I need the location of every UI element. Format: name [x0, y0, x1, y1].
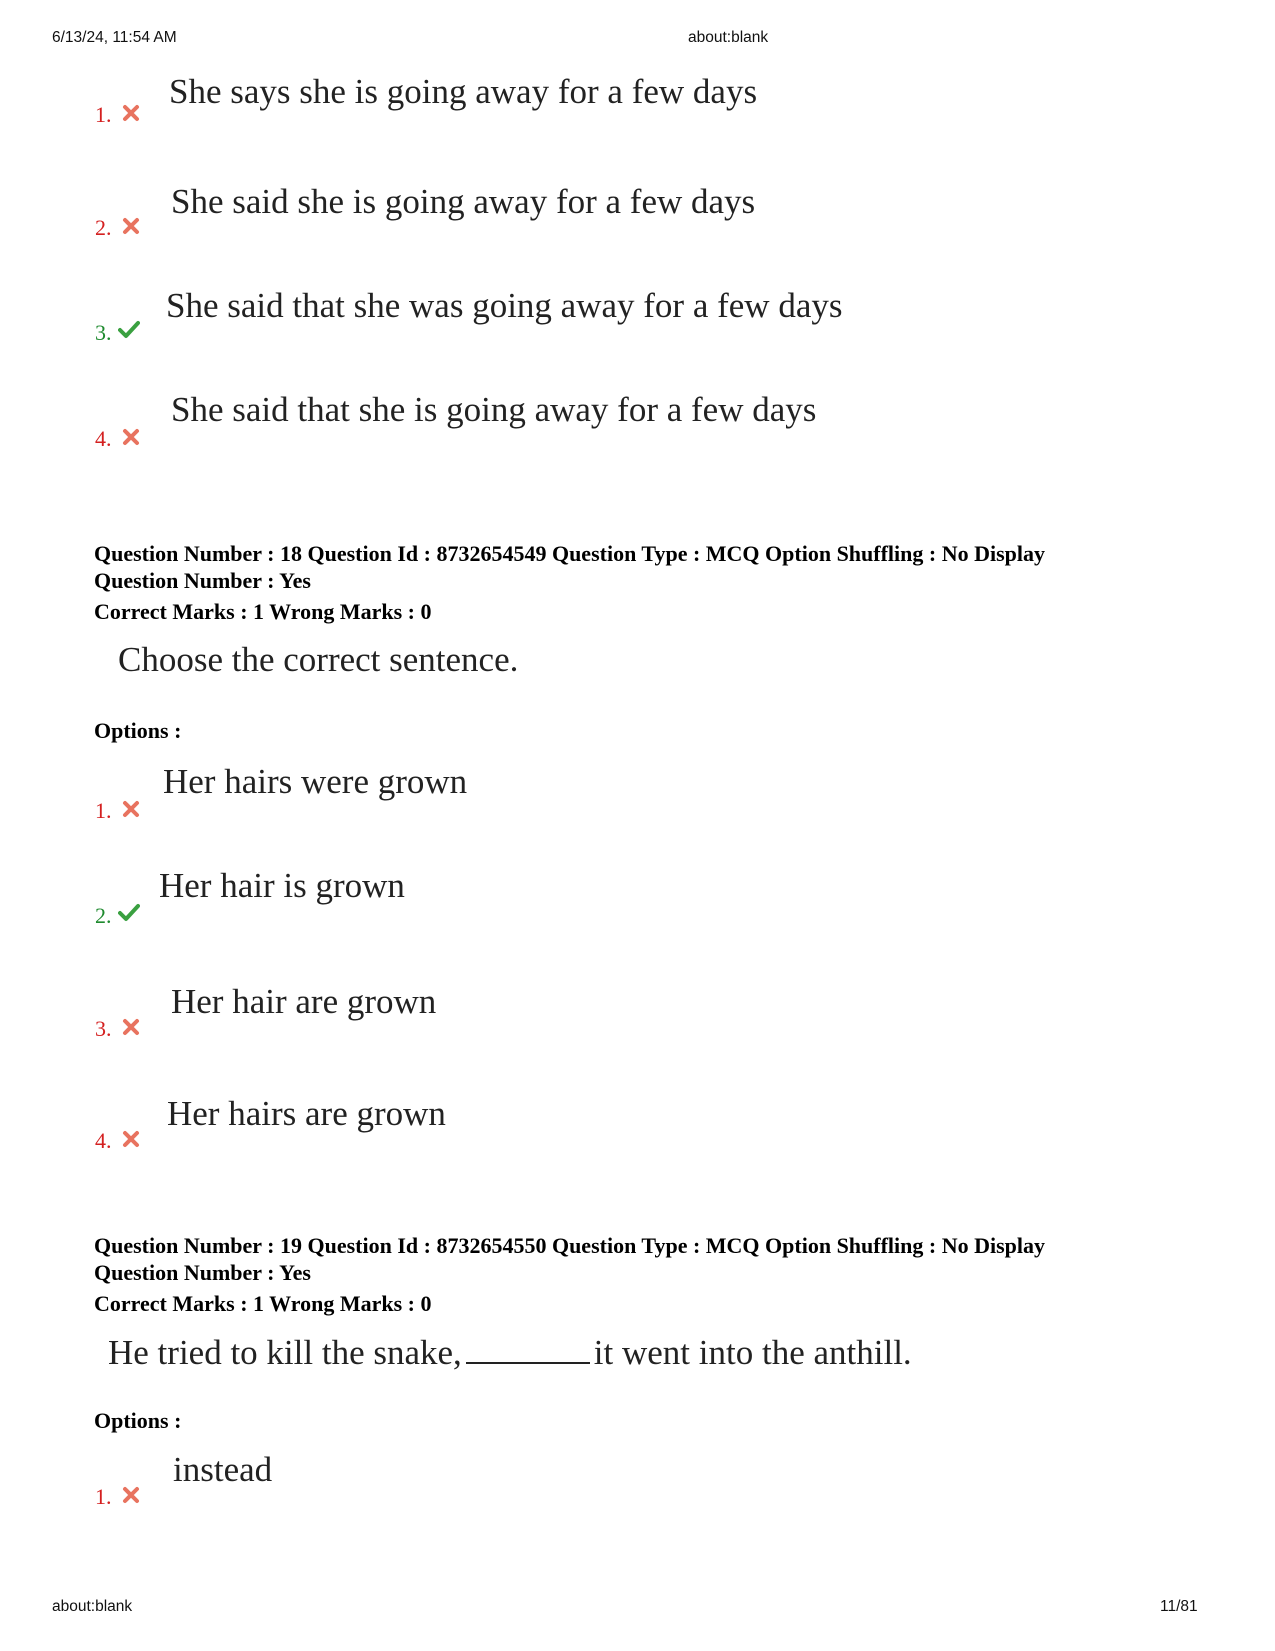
option-text: Her hair is grown: [159, 866, 405, 905]
option-number: 3.: [95, 1016, 112, 1041]
option-item: [95, 982, 995, 1042]
question-meta-line: Question Number : 19 Question Id : 8732654550 Question Type : MCQ Option Shuffling : No Display: [94, 1233, 1046, 1258]
option-text: She said that she was going away for a few days: [166, 286, 843, 325]
question-meta: [94, 1232, 1234, 1286]
option-number: 3.: [95, 320, 112, 345]
question-text-part: He tried to kill the snake,: [108, 1333, 462, 1372]
check-icon: [118, 320, 140, 340]
cross-icon: [122, 217, 140, 235]
option-number: 1.: [95, 102, 112, 127]
question-text-part: it went into the anthill.: [593, 1333, 912, 1372]
options-label: Options :: [94, 1408, 182, 1433]
option-text: Her hairs were grown: [163, 762, 468, 801]
cross-icon: [122, 1486, 140, 1504]
print-url: about:blank: [52, 1598, 133, 1615]
check-icon: [118, 903, 140, 923]
option-number: 4.: [95, 1128, 112, 1153]
question-meta: [94, 540, 1234, 594]
option-item: [95, 286, 995, 352]
page-number: 11/81: [1160, 1598, 1198, 1615]
option-text: Her hairs are grown: [167, 1094, 446, 1133]
cross-icon: [122, 1130, 140, 1148]
option-item: [95, 1450, 995, 1510]
cross-icon: [122, 1018, 140, 1036]
cross-icon: [122, 104, 140, 122]
print-title: about:blank: [688, 29, 769, 46]
question-marks: Correct Marks : 1 Wrong Marks : 0: [94, 1291, 432, 1316]
option-item: [95, 72, 995, 132]
option-number: 4.: [95, 426, 112, 451]
option-number: 1.: [95, 798, 112, 823]
option-number: 2.: [95, 903, 112, 928]
option-text: Her hair are grown: [171, 982, 437, 1021]
cross-icon: [122, 800, 140, 818]
option-number: 2.: [95, 215, 112, 240]
option-text: She says she is going away for a few days: [169, 72, 758, 111]
option-item: [95, 866, 995, 926]
question-meta-line: Question Number : Yes: [94, 568, 311, 593]
fill-blank: [466, 1332, 590, 1364]
option-text: She said she is going away for a few days: [171, 182, 756, 221]
question-meta-line: Question Number : 18 Question Id : 8732654549 Question Type : MCQ Option Shuffling : No Display: [94, 541, 1046, 566]
question-marks: Correct Marks : 1 Wrong Marks : 0: [94, 599, 432, 624]
print-datetime: 6/13/24, 11:54 AM: [52, 29, 177, 46]
question-text: Choose the correct sentence.: [118, 640, 519, 679]
question-meta-line: Question Number : Yes: [94, 1260, 311, 1285]
question-text: [108, 1332, 912, 1373]
option-text: instead: [173, 1450, 273, 1489]
option-item: [95, 182, 995, 242]
option-item: [95, 762, 995, 822]
options-label: Options :: [94, 718, 182, 743]
option-text: She said that she is going away for a few days: [171, 390, 817, 429]
option-number: 1.: [95, 1484, 112, 1509]
option-item: [95, 390, 995, 458]
option-item: [95, 1094, 995, 1154]
cross-icon: [122, 428, 140, 446]
